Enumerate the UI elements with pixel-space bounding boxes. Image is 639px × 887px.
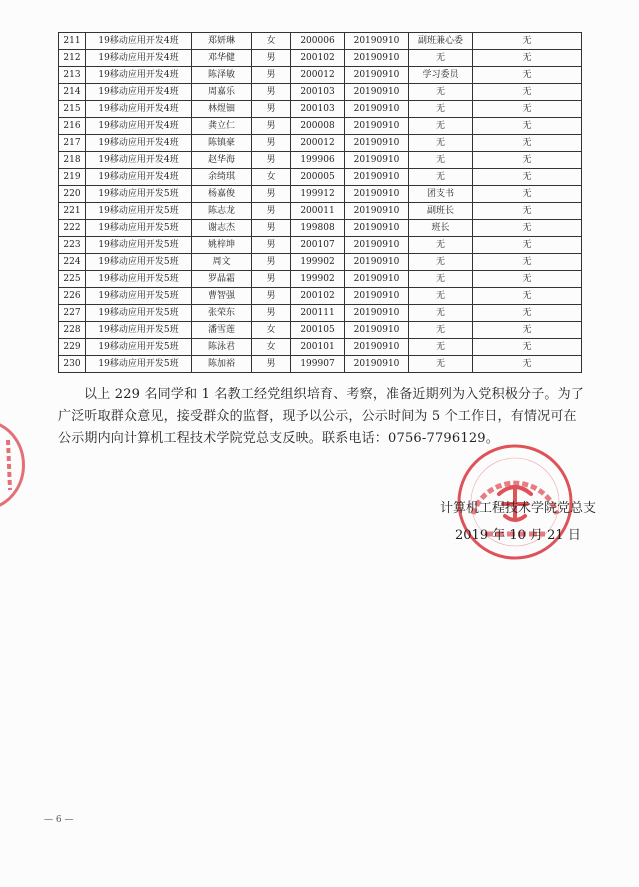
table-cell: 20190910 [345, 169, 409, 186]
table-row [59, 339, 582, 356]
table-cell: 副班兼心委 [409, 33, 473, 50]
table-cell: 赵华海 [192, 152, 252, 169]
table-cell: 男 [252, 186, 291, 203]
table-cell: 无 [409, 339, 473, 356]
table-row [59, 254, 582, 271]
table-row [59, 101, 582, 118]
table-cell: 20190910 [345, 33, 409, 50]
table-cell: 20190910 [345, 50, 409, 67]
table-cell: 20190910 [345, 339, 409, 356]
table-cell: 陈志龙 [192, 203, 252, 220]
table-cell: 无 [409, 169, 473, 186]
table-cell: 谢志杰 [192, 220, 252, 237]
table-cell: 19移动应用开发4班 [86, 135, 192, 152]
table-cell: 19移动应用开发4班 [86, 101, 192, 118]
table-cell: 200103 [291, 101, 345, 118]
table-row [59, 50, 582, 67]
table-cell: 女 [252, 169, 291, 186]
table-cell: 无 [473, 186, 582, 203]
table-cell: 无 [473, 339, 582, 356]
table-cell: 无 [473, 356, 582, 373]
table-cell: 无 [409, 356, 473, 373]
table-cell: 200103 [291, 84, 345, 101]
table-row [59, 84, 582, 101]
table-cell: 无 [473, 271, 582, 288]
table-cell: 男 [252, 135, 291, 152]
table-cell: 20190910 [345, 237, 409, 254]
table-cell: 男 [252, 254, 291, 271]
table-cell: 男 [252, 356, 291, 373]
table-cell: 男 [252, 101, 291, 118]
table-cell: 228 [59, 322, 86, 339]
table-cell: 19移动应用开发5班 [86, 254, 192, 271]
table-cell: 225 [59, 271, 86, 288]
table-cell: 无 [473, 254, 582, 271]
table-cell: 20190910 [345, 203, 409, 220]
table-cell: 无 [409, 322, 473, 339]
table-cell: 曹智强 [192, 288, 252, 305]
table-cell: 陈泽敏 [192, 67, 252, 84]
table-cell: 19移动应用开发5班 [86, 271, 192, 288]
table-row [59, 288, 582, 305]
table-cell: 邓华健 [192, 50, 252, 67]
table-cell: 无 [409, 305, 473, 322]
table-cell: 19移动应用开发5班 [86, 356, 192, 373]
table-cell: 周嘉乐 [192, 84, 252, 101]
table-cell: 19移动应用开发4班 [86, 169, 192, 186]
table-cell: 20190910 [345, 271, 409, 288]
table-cell: 199912 [291, 186, 345, 203]
table-cell: 林煜钿 [192, 101, 252, 118]
table-cell: 班长 [409, 220, 473, 237]
table-cell: 19移动应用开发4班 [86, 84, 192, 101]
table-cell: 无 [473, 305, 582, 322]
table-cell: 200101 [291, 339, 345, 356]
table-cell: 220 [59, 186, 86, 203]
table-cell: 20190910 [345, 254, 409, 271]
table-cell: 无 [409, 84, 473, 101]
table-cell: 213 [59, 67, 86, 84]
page-number: — 6 — [44, 815, 74, 825]
table-cell: 19移动应用开发5班 [86, 288, 192, 305]
table-cell: 女 [252, 339, 291, 356]
table-cell: 无 [409, 152, 473, 169]
table-cell: 女 [252, 322, 291, 339]
table-cell: 罗晶霜 [192, 271, 252, 288]
table-cell: 200005 [291, 169, 345, 186]
table-cell: 19移动应用开发5班 [86, 322, 192, 339]
table-cell: 199808 [291, 220, 345, 237]
table-row [59, 33, 582, 50]
table-cell: 20190910 [345, 356, 409, 373]
table-cell: 无 [473, 135, 582, 152]
table-cell: 200012 [291, 135, 345, 152]
table-cell: 19移动应用开发5班 [86, 305, 192, 322]
table-cell: 20190910 [345, 135, 409, 152]
table-cell: 20190910 [345, 288, 409, 305]
table-cell: 199906 [291, 152, 345, 169]
table-cell: 215 [59, 101, 86, 118]
table-cell: 无 [409, 101, 473, 118]
table-cell: 男 [252, 305, 291, 322]
table-cell: 200102 [291, 288, 345, 305]
table-cell: 199907 [291, 356, 345, 373]
table-cell: 200006 [291, 33, 345, 50]
table-cell: 无 [409, 135, 473, 152]
table-cell: 陈泳君 [192, 339, 252, 356]
table-row [59, 237, 582, 254]
table-cell: 郑妍琳 [192, 33, 252, 50]
table-cell: 200011 [291, 203, 345, 220]
table-cell: 无 [409, 271, 473, 288]
table-cell: 陈加裕 [192, 356, 252, 373]
table-cell: 229 [59, 339, 86, 356]
table-cell: 20190910 [345, 84, 409, 101]
table-cell: 无 [409, 50, 473, 67]
table-cell: 230 [59, 356, 86, 373]
table-cell: 19移动应用开发5班 [86, 186, 192, 203]
table-cell: 杨嘉俊 [192, 186, 252, 203]
table-row [59, 322, 582, 339]
signature-date: 2019 年 10 月 21 日 [455, 528, 581, 543]
table-cell: 218 [59, 152, 86, 169]
table-cell: 19移动应用开发4班 [86, 118, 192, 135]
table-cell: 199902 [291, 254, 345, 271]
table-cell: 无 [409, 118, 473, 135]
table-cell: 男 [252, 237, 291, 254]
table-cell: 219 [59, 169, 86, 186]
table-cell: 男 [252, 203, 291, 220]
table-cell: 214 [59, 84, 86, 101]
table-cell: 19移动应用开发4班 [86, 152, 192, 169]
table-cell: 226 [59, 288, 86, 305]
table-row [59, 271, 582, 288]
table-cell: 20190910 [345, 101, 409, 118]
table-row [59, 118, 582, 135]
table-cell: 200107 [291, 237, 345, 254]
table-cell: 20190910 [345, 186, 409, 203]
table-cell: 男 [252, 50, 291, 67]
edge-seal-fragment [0, 420, 30, 510]
table-cell: 20190910 [345, 118, 409, 135]
table-cell: 217 [59, 135, 86, 152]
table-cell: 男 [252, 84, 291, 101]
table-cell: 20190910 [345, 67, 409, 84]
table-cell: 212 [59, 50, 86, 67]
table-cell: 张荣东 [192, 305, 252, 322]
table-row [59, 135, 582, 152]
table-cell: 女 [252, 33, 291, 50]
table-cell: 19移动应用开发5班 [86, 237, 192, 254]
table-cell: 222 [59, 220, 86, 237]
table-cell: 无 [473, 152, 582, 169]
table-cell: 无 [409, 237, 473, 254]
table-row [59, 356, 582, 373]
table-cell: 无 [473, 288, 582, 305]
table-cell: 余绮琪 [192, 169, 252, 186]
notice-paragraph: 以上 229 名同学和 1 名教工经党组织培育、考察，准备近期列为入党积极分子。为了广泛听取群众意见，接受群众的监督，现予以公示，公示时间为 5 个工作日，有情况可在公示期内向计算机工程技术学院党总支反映。联系电话：0756-7796129。 [58, 387, 585, 446]
table-cell: 无 [473, 67, 582, 84]
table-row [59, 220, 582, 237]
table-cell: 无 [409, 254, 473, 271]
table-row [59, 67, 582, 84]
table-cell: 20190910 [345, 322, 409, 339]
table-cell: 陈镇豪 [192, 135, 252, 152]
table-cell: 200105 [291, 322, 345, 339]
table-cell: 19移动应用开发5班 [86, 203, 192, 220]
table-cell: 19移动应用开发4班 [86, 33, 192, 50]
table-row [59, 186, 582, 203]
table-cell: 211 [59, 33, 86, 50]
table-cell: 学习委员 [409, 67, 473, 84]
table-cell: 无 [473, 33, 582, 50]
table-cell: 20190910 [345, 152, 409, 169]
table-cell: 无 [473, 203, 582, 220]
table-cell: 无 [473, 84, 582, 101]
table-cell: 20190910 [345, 220, 409, 237]
activist-roster-table [58, 32, 582, 373]
table-cell: 20190910 [345, 305, 409, 322]
table-row [59, 169, 582, 186]
table-cell: 男 [252, 288, 291, 305]
table-cell: 200008 [291, 118, 345, 135]
table-cell: 227 [59, 305, 86, 322]
table-cell: 无 [473, 101, 582, 118]
table-cell: 无 [473, 50, 582, 67]
table-cell: 团支书 [409, 186, 473, 203]
table-cell: 224 [59, 254, 86, 271]
table-cell: 潘雪莲 [192, 322, 252, 339]
table-cell: 男 [252, 152, 291, 169]
table-cell: 男 [252, 220, 291, 237]
table-cell: 223 [59, 237, 86, 254]
table-cell: 姚梓坤 [192, 237, 252, 254]
table-row [59, 203, 582, 220]
table-cell: 无 [473, 237, 582, 254]
table-cell: 199902 [291, 271, 345, 288]
table-cell: 男 [252, 67, 291, 84]
table-cell: 无 [473, 169, 582, 186]
table-cell: 无 [473, 220, 582, 237]
signature-organization: 计算机工程技术学院党总支 [440, 501, 597, 516]
table-cell: 200111 [291, 305, 345, 322]
table-cell: 无 [473, 322, 582, 339]
table-cell: 200012 [291, 67, 345, 84]
table-cell: 男 [252, 118, 291, 135]
table-cell: 副班长 [409, 203, 473, 220]
table-cell: 龚立仁 [192, 118, 252, 135]
table-cell: 19移动应用开发4班 [86, 67, 192, 84]
roster-body [59, 33, 582, 373]
table-cell: 216 [59, 118, 86, 135]
table-cell: 无 [409, 288, 473, 305]
table-cell: 19移动应用开发5班 [86, 220, 192, 237]
table-row [59, 305, 582, 322]
table-cell: 19移动应用开发5班 [86, 339, 192, 356]
table-cell: 周文 [192, 254, 252, 271]
table-cell: 男 [252, 271, 291, 288]
table-cell: 221 [59, 203, 86, 220]
table-row [59, 152, 582, 169]
table-cell: 无 [473, 118, 582, 135]
table-cell: 200102 [291, 50, 345, 67]
table-cell: 19移动应用开发4班 [86, 50, 192, 67]
